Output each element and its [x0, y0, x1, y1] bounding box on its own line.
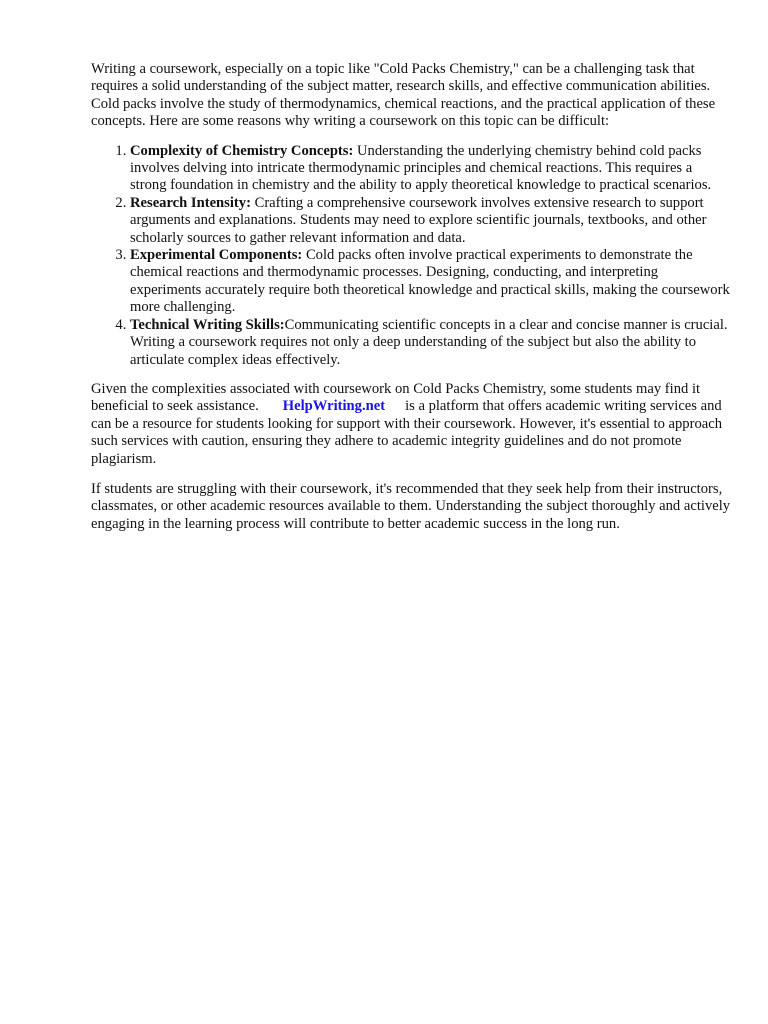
document-page	[91, 61, 731, 533]
closing-paragraph: If students are struggling with their coursework, it's recommended that they seek help from their instructors, classmates, or other academic resources available to them. Understanding the subject thoroughly and actively engaging in the learning process will contribute to better academic success in the long run.	[91, 480, 731, 532]
assistance-text-after: is a platform that offers academic writing services and can be a resource for students looking for support with their coursework. However, it's essential to approach such services with caution, ensuring they adhere to academic integrity guidelines and do not promote plagiarism.	[91, 398, 723, 467]
reasons-list	[91, 143, 731, 369]
list-item-text: Crafting a comprehensive coursework involves extensive research to support arguments and explanations. Students may need to explore scientific journals, textbooks, and other scholarly sources to gather relevant information and data.	[130, 194, 707, 246]
list-item	[130, 195, 731, 247]
list-item-title: Technical Writing Skills:	[130, 316, 285, 333]
list-item-text: Understanding the underlying chemistry behind cold packs involves delving into intricate thermodynamic principles and chemical reactions. This requires a strong foundation in chemistry and the ability to apply theoretical knowledge to practical scenarios.	[130, 142, 712, 194]
list-item-title: Complexity of Chemistry Concepts:	[130, 142, 354, 159]
list-item	[130, 247, 731, 317]
list-item-text: Cold packs often involve practical experiments to demonstrate the chemical reactions and thermodynamic processes. Designing, conducting, and interpreting experiments accurately require both theoretical knowledge and practical skills, making the coursework more challenging.	[130, 247, 730, 316]
list-item	[130, 143, 731, 195]
assistance-paragraph	[91, 381, 731, 468]
intro-paragraph: Writing a coursework, especially on a topic like "Cold Packs Chemistry," can be a challenging task that requires a solid understanding of the subject matter, research skills, and effective communication abilities. Cold packs involve the study of thermodynamics, chemical reactions, and the practical application of these concepts. Here are some reasons why writing a coursework on this topic can be difficult:	[91, 61, 716, 130]
assistance-text-before: Given the complexities associated with coursework on Cold Packs Chemistry, some students may find it beneficial to seek assistance.	[91, 380, 701, 415]
list-item-title: Research Intensity:	[130, 194, 251, 211]
list-item-title: Experimental Components:	[130, 247, 303, 264]
helpwriting-link[interactable]: HelpWriting.net	[282, 398, 386, 415]
list-item-text: Communicating scientific concepts in a clear and concise manner is crucial. Writing a coursework requires not only a deep understanding of the subject but also the ability to articulate complex ideas effectively.	[130, 316, 728, 368]
list-item	[130, 317, 731, 369]
